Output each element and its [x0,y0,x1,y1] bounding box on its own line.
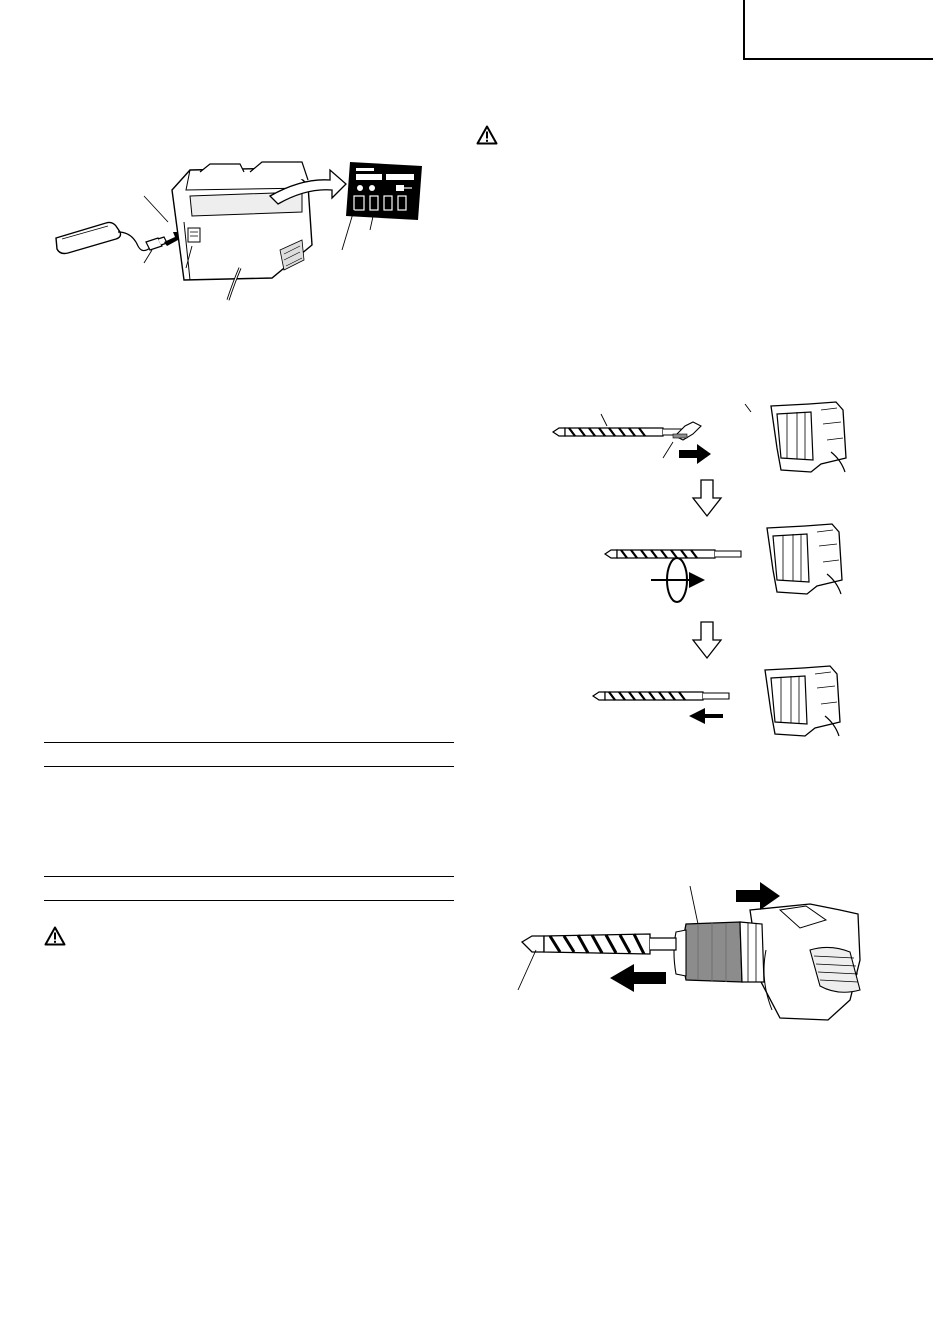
leader-line [144,196,168,222]
usb-plug [146,237,167,250]
leader-line [745,404,751,412]
drill-housing [750,904,860,1020]
step-rotate-bit [605,524,842,602]
bit-removal-figure [510,880,870,1025]
chuck-grip [683,922,742,982]
leader-line [601,414,607,426]
leader-line [663,442,673,458]
table-rule-top [44,742,454,743]
leader-line [518,950,536,990]
usb-cable [118,232,150,251]
table-rule-header [44,766,454,767]
pull-arrow [689,708,723,724]
mobile-device-illustration [56,222,121,253]
bit-insertion-figure [545,400,825,745]
table2-rule-header [44,900,454,901]
drill-bit [522,934,676,954]
down-arrow [693,622,721,658]
warning-triangle-icon [44,926,66,946]
leader-line [690,886,698,924]
pull-out-bit-arrow [610,964,666,992]
step-pull-check [593,666,840,736]
charger-body [172,162,312,280]
warning-triangle-icon [476,125,498,145]
charger-figure [40,150,430,300]
language-tab-box [743,0,933,60]
push-arrow [679,444,711,464]
indicator-label-panel [346,162,422,220]
step-insert-bit [553,402,846,472]
table-rule-bottom [44,876,454,877]
leader-line [144,250,152,263]
down-arrow [693,480,721,516]
pull-grip-arrow [736,882,780,910]
